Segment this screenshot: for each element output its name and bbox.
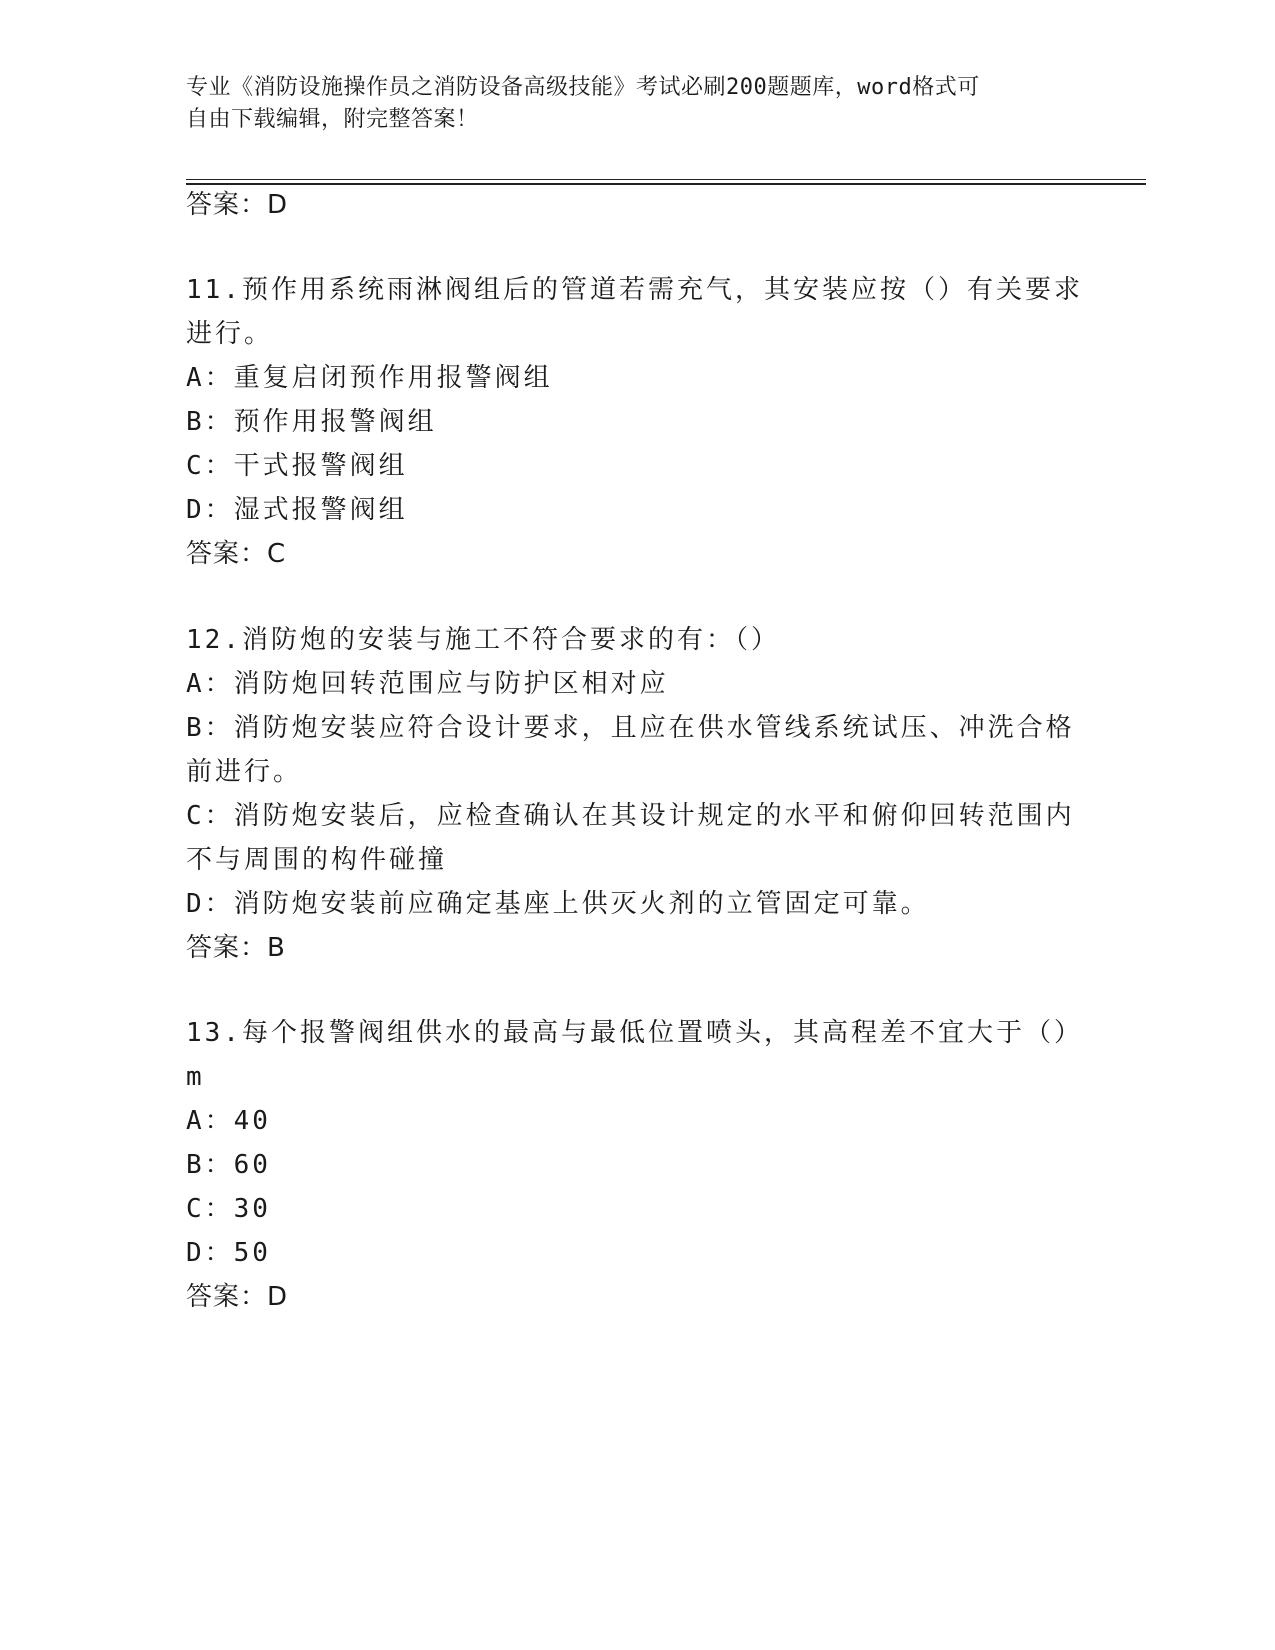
question-13-option-d: D：50 [186,1238,271,1268]
question-12-stem: 12.消防炮的安装与施工不符合要求的有：（） [186,625,780,655]
question-12-option-c-line-2: 不与周围的构件碰撞 [186,845,448,875]
question-12-option-b-line-1: B：消防炮安装应符合设计要求，且应在供水管线系统试压、冲洗合格 [186,713,1075,743]
header-line-2: 自由下载编辑，附完整答案！ [186,107,479,132]
question-12-option-a: A：消防炮回转范围应与防护区相对应 [186,669,669,699]
previous-answer: 答案：D [186,190,289,220]
question-13-answer: 答案：D [186,1282,289,1312]
question-11-stem-line-2: 进行。 [186,319,274,349]
question-13-option-a: A：40 [186,1106,271,1136]
question-11-option-d: D：湿式报警阀组 [186,495,408,525]
question-13-option-b: B：60 [186,1150,271,1180]
question-11-option-c: C：干式报警阀组 [186,451,408,481]
header-divider-thick [186,183,1146,185]
question-12-option-d: D：消防炮安装前应确定基座上供灭火剂的立管固定可靠。 [186,889,930,919]
question-13-stem-line-1: 13.每个报警阀组供水的最高与最低位置喷头，其高程差不宜大于（） [186,1018,1083,1048]
question-11-option-a: A：重复启闭预作用报警阀组 [186,363,553,393]
document-header [186,72,1066,136]
question-11-answer: 答案：C [186,539,287,569]
question-11-stem-line-1: 11.预作用系统雨淋阀组后的管道若需充气，其安装应按（）有关要求 [186,275,1083,305]
question-13-stem-line-2: m [186,1062,205,1092]
question-12-option-b-line-2: 前进行。 [186,757,303,787]
header-line-1: 专业《消防设施操作员之消防设备高级技能》考试必刷200题题库，word格式可 [186,75,980,100]
question-13-option-c: C：30 [186,1194,271,1224]
header-divider-thin [186,179,1146,180]
question-12-answer: 答案：B [186,933,286,963]
question-11-option-b: B：预作用报警阀组 [186,407,437,437]
question-12-option-c-line-1: C：消防炮安装后，应检查确认在其设计规定的水平和俯仰回转范围内 [186,801,1075,831]
